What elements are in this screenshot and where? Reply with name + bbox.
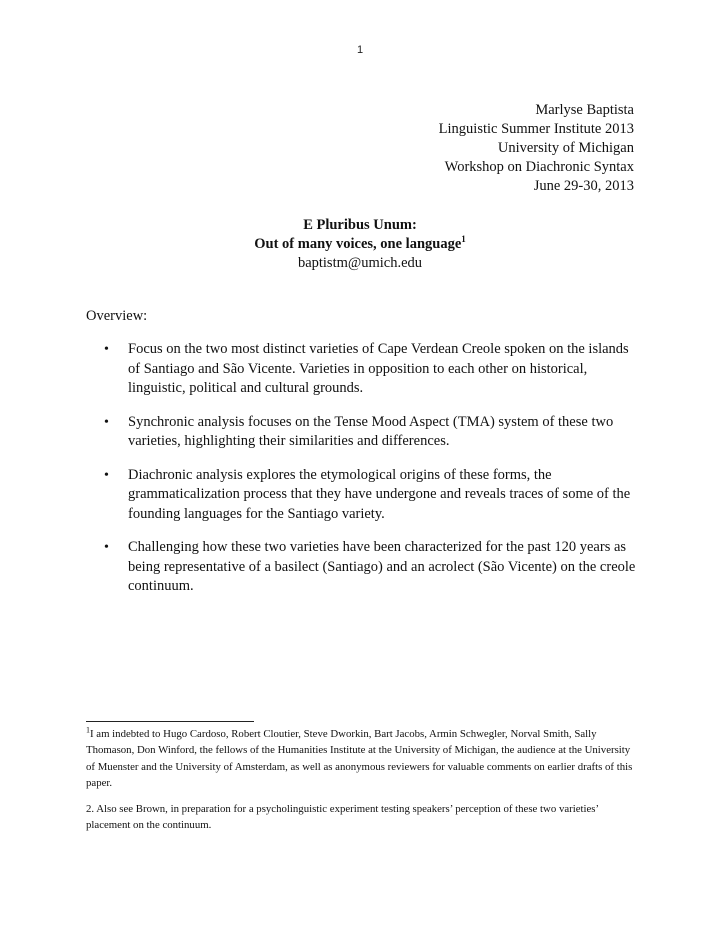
bullet-icon: • [104, 540, 109, 555]
footnote-1-mark: 1 [86, 725, 90, 735]
page-number: 1 [356, 44, 364, 56]
list-item [104, 466, 644, 525]
list-item [104, 413, 644, 452]
overview-heading: Overview: [86, 308, 148, 324]
author-name: Marlyse Baptista [535, 102, 634, 118]
author-date: June 29-30, 2013 [533, 178, 634, 194]
list-item-text: Challenging how these two varieties have been characterized for the past 120 years as being representative of a basilect (Santiago) and an acrolect (São Vicente) on the creole continuum. [128, 539, 636, 594]
footnote-ref-1[interactable]: 1 [461, 234, 466, 245]
list-item-text: Focus on the two most distinct varieties of Cape Verdean Creole spoken on the islands of Santiago and São Vicente. Varieties in opposition to each other on historical, linguistic, political and cultural grounds. [128, 341, 629, 396]
list-item-text: Synchronic analysis focuses on the Tense Mood Aspect (TMA) system of these two varieties, highlighting their similarities and differences. [128, 413, 614, 449]
document-subtitle [0, 235, 720, 254]
footnote-1 [86, 726, 634, 791]
footnote-divider [86, 721, 254, 722]
author-university: University of Michigan [497, 140, 634, 156]
footnote-2: 2. Also see Brown, in preparation for a psycholinguistic experiment testing speakers’ perception of these two varieties’ placement on the continuum. [86, 803, 599, 832]
overview-list [104, 340, 644, 611]
document-title: E Pluribus Unum: [303, 217, 417, 233]
list-item [104, 538, 644, 597]
author-institute: Linguistic Summer Institute 2013 [438, 121, 634, 137]
footnotes [86, 726, 634, 834]
list-item-text: Diachronic analysis explores the etymological origins of these forms, the grammaticalization process that they have undergone and reveals traces of some of the founding languages for the Santiago variety. [128, 466, 631, 522]
author-block [439, 101, 634, 196]
list-item [104, 340, 644, 399]
footnote-1-text: I am indebted to Hugo Cardoso, Robert Cloutier, Steve Dworkin, Bart Jacobs, Armin Schwegler, Norval Smith, Sally Thomason, Don Winford, the fellows of the Humanities Institute at the University of Michigan, the audience at the University of Muenster and the University of Amsterdam, as well as anonymous reviewers for valuable comments on earlier drafts of this paper. [86, 728, 633, 789]
bullet-icon: • [104, 414, 109, 430]
title-block [0, 216, 720, 273]
author-email[interactable]: baptistm@umich.edu [297, 255, 423, 271]
bullet-icon: • [104, 467, 109, 483]
bullet-icon: • [104, 342, 109, 357]
author-workshop: Workshop on Diachronic Syntax [444, 159, 634, 175]
subtitle-text: Out of many voices, one language [254, 236, 462, 252]
